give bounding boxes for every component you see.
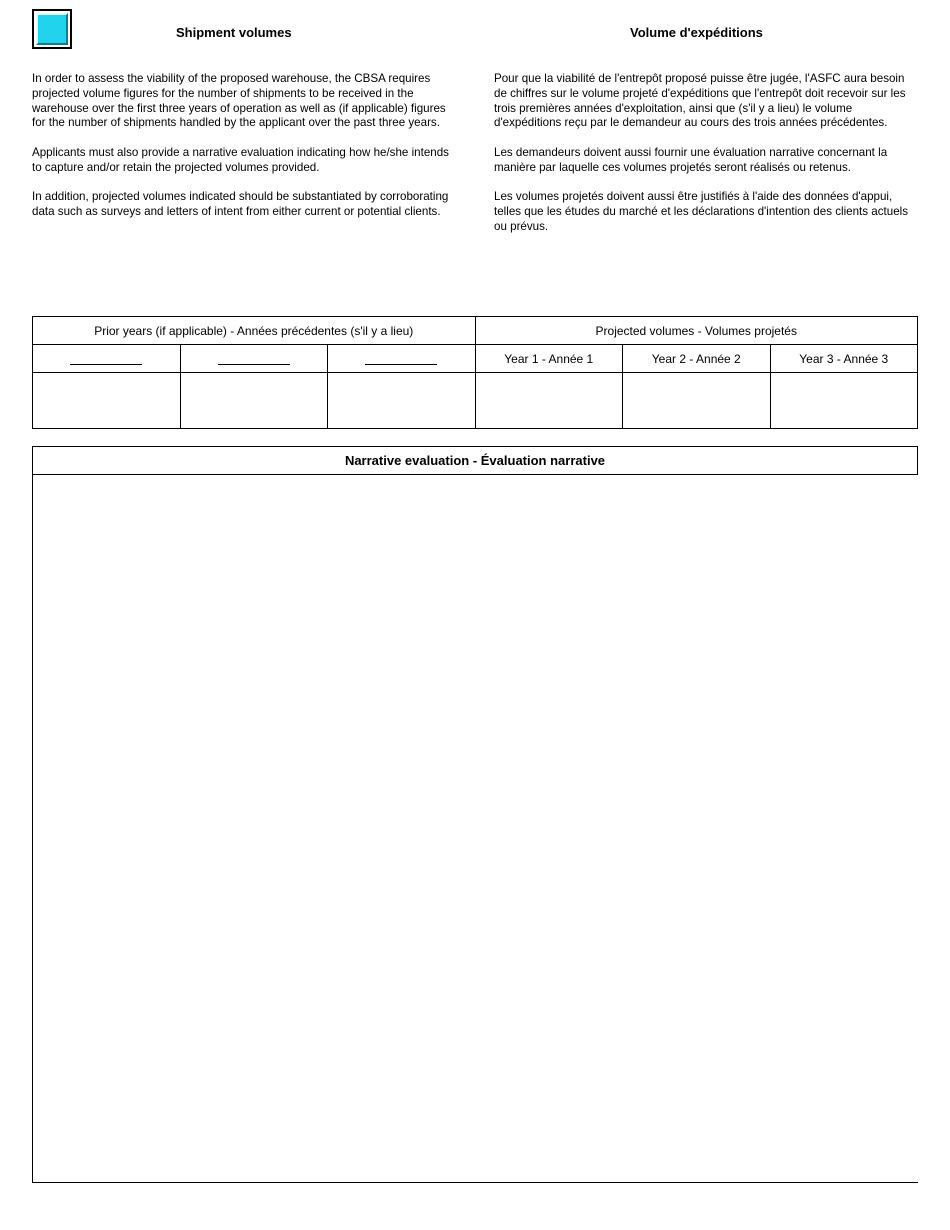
french-paragraph: Pour que la viabilité de l'entrepôt proposé puisse être jugée, l'ASFC aura besoin de chiffres sur le volume projeté d'expéditions que l'entrepôt doit recevoir sur les trois premières années d'exploitation, ainsi que (s'il y a lieu) le volume d'expéditions reçu par le demandeur au cours des trois années précédentes.: [494, 72, 906, 130]
prior-year-3-volume-field[interactable]: [328, 373, 476, 429]
projected-year-1-volume-field[interactable]: [475, 373, 623, 429]
heading-french: Volume d'expéditions: [630, 25, 763, 40]
english-instructions: [32, 72, 452, 235]
prior-year-2-volume-field[interactable]: [180, 373, 328, 429]
year-2-label: Year 2 - Année 2: [623, 345, 771, 373]
prior-year-1-label-field[interactable]: [33, 345, 181, 373]
narrative-evaluation-title: Narrative evaluation - Évaluation narrative: [32, 446, 918, 475]
prior-years-header: Prior years (if applicable) - Années précédentes (s'il y a lieu): [33, 317, 476, 345]
projected-year-3-volume-field[interactable]: [770, 373, 918, 429]
french-paragraph: Les volumes projetés doivent aussi être justifiés à l'aide des données d'appui, telles que les études du marché et les déclarations d'intention des clients actuels ou prévus.: [494, 190, 909, 233]
corner-box-icon: [32, 9, 72, 49]
french-instructions: [494, 72, 914, 250]
volume-table: [32, 316, 918, 429]
english-paragraph: Applicants must also provide a narrative evaluation indicating how he/she intends to capture and/or retain the projected volumes provided.: [32, 145, 449, 174]
year-1-label: Year 1 - Année 1: [475, 345, 623, 373]
french-paragraph: Les demandeurs doivent aussi fournir une évaluation narrative concernant la manière par laquelle ces volumes projetés seront réalisés ou retenus.: [494, 145, 888, 174]
english-paragraph: In addition, projected volumes indicated should be substantiated by corroborating data such as surveys and letters of intent from either current or potential clients.: [32, 190, 449, 219]
prior-year-1-volume-field[interactable]: [33, 373, 181, 429]
heading-english: Shipment volumes: [176, 25, 292, 40]
prior-year-3-label-field[interactable]: [328, 345, 476, 373]
english-paragraph: In order to assess the viability of the proposed warehouse, the CBSA requires projected volume figures for the number of shipments to be received in the warehouse over the first three years of operation as well as (if applicable) figures for the number of shipments handled by the applicant over the past three years.: [32, 72, 446, 130]
projected-volumes-header: Projected volumes - Volumes projetés: [475, 317, 918, 345]
projected-year-2-volume-field[interactable]: [623, 373, 771, 429]
year-3-label: Year 3 - Année 3: [770, 345, 918, 373]
narrative-evaluation-field[interactable]: [32, 474, 918, 1183]
prior-year-2-label-field[interactable]: [180, 345, 328, 373]
